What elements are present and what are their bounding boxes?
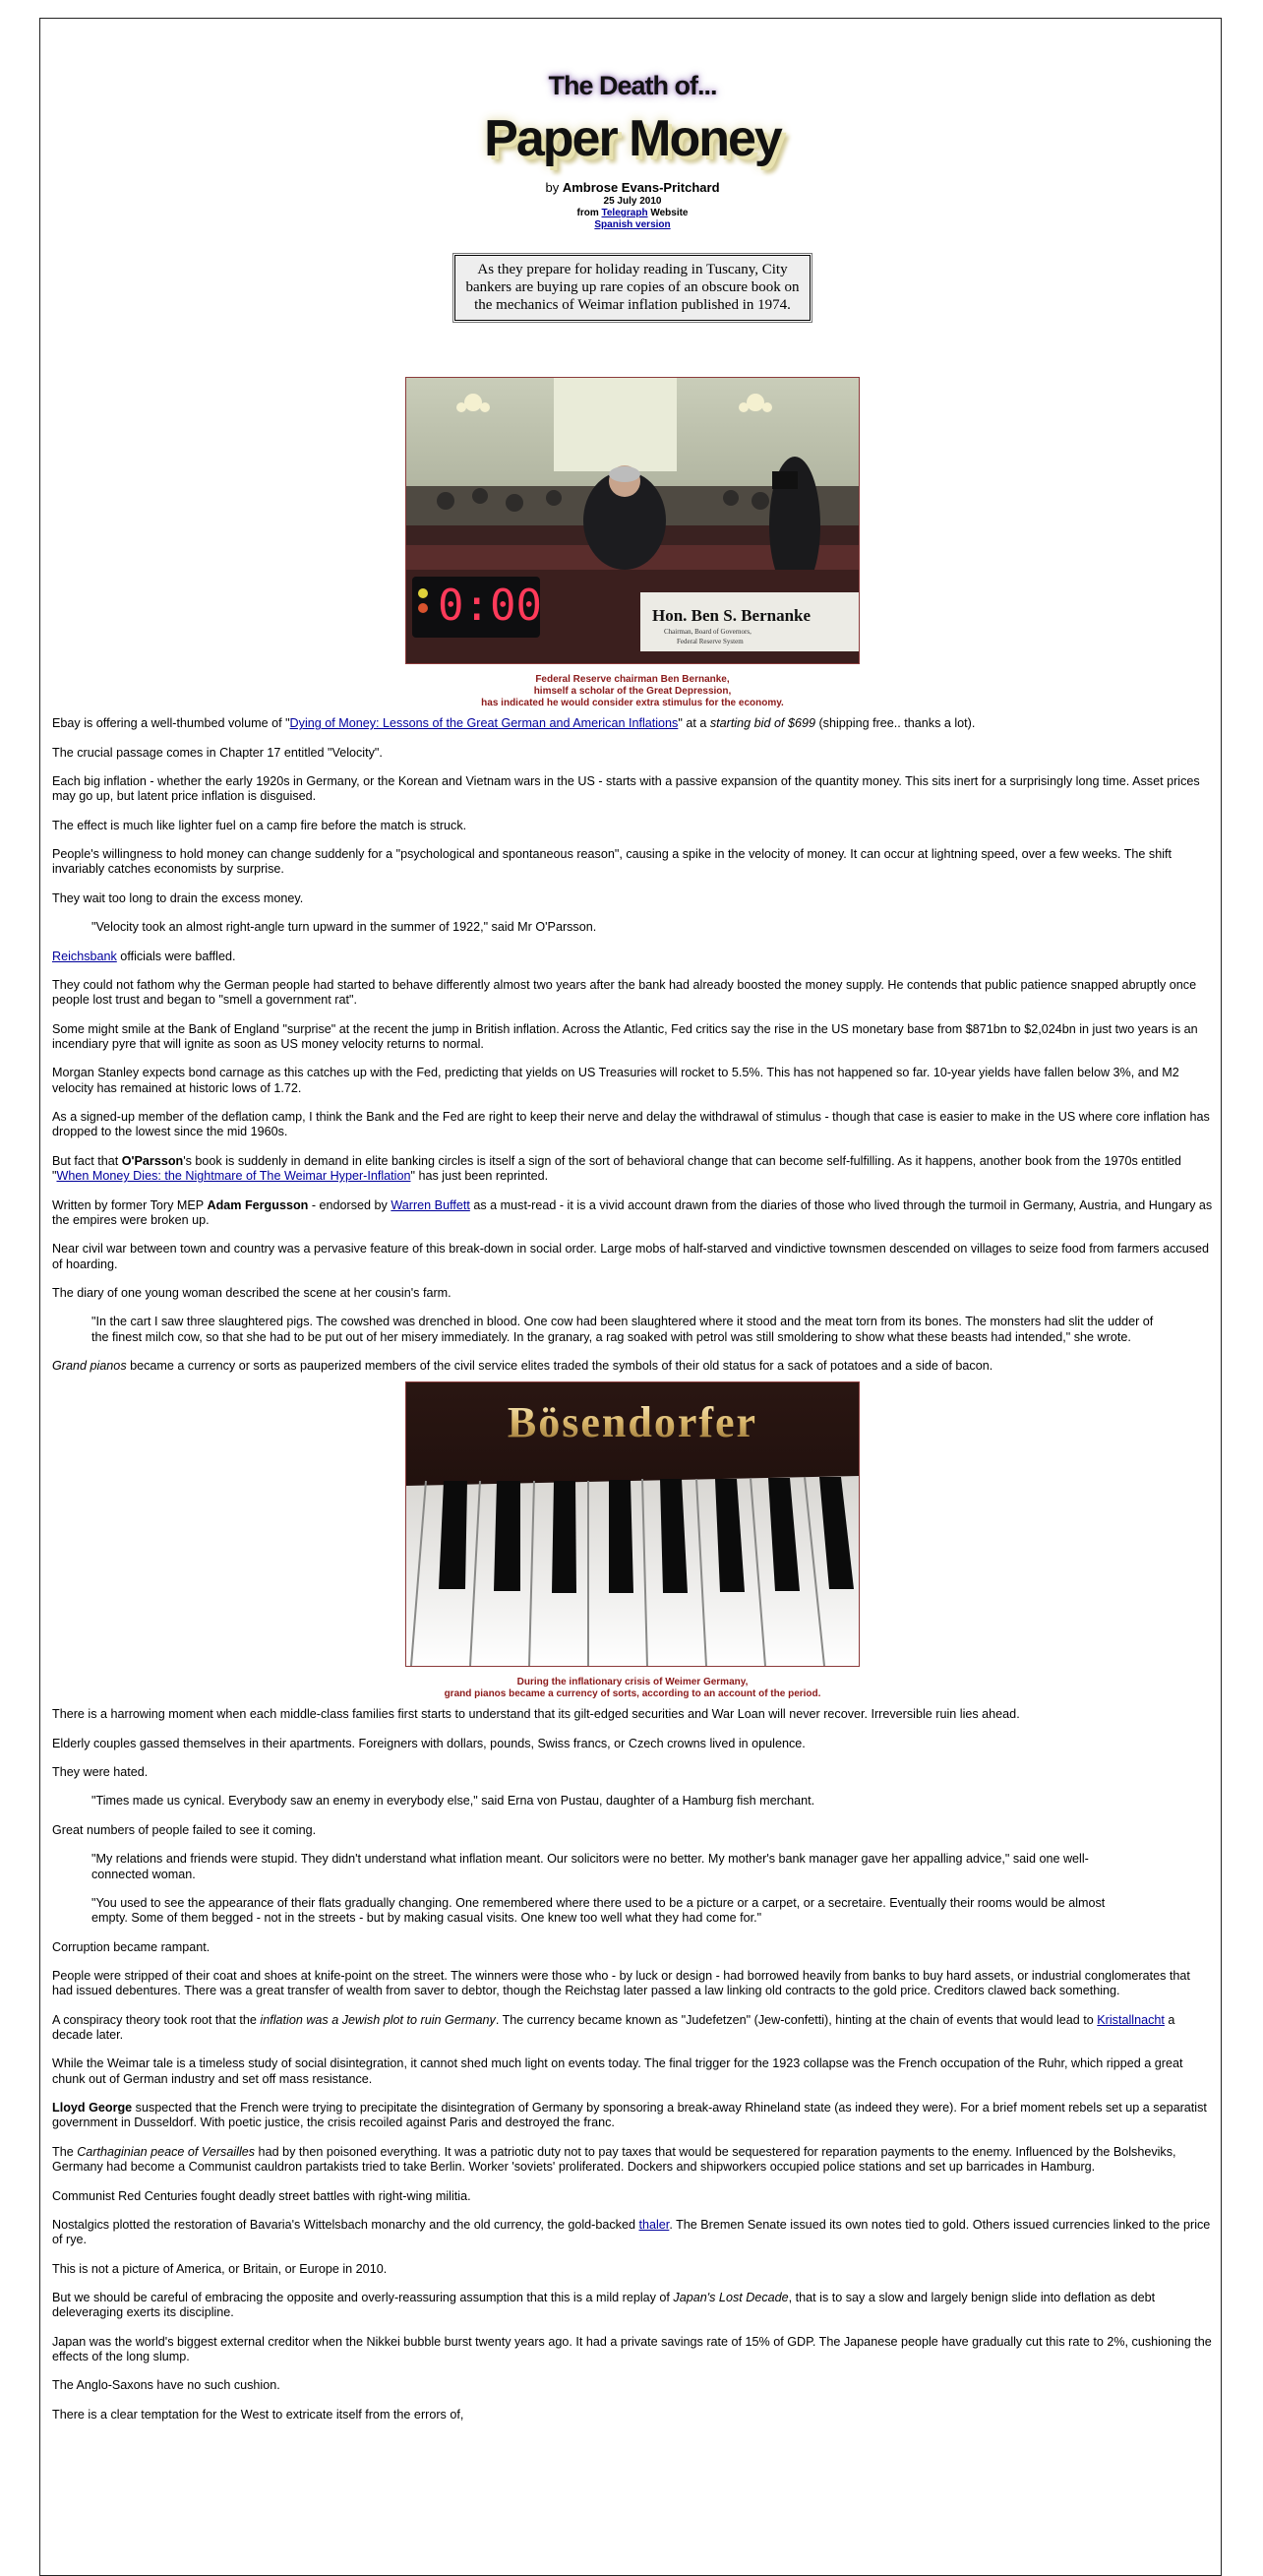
paragraph: But fact that O'Parsson's book is suddenly in demand in elite banking circles is itself a sign of the sort of behavioral change that can become self-fulfilling. As it happens, another book from the 1970s entitled "When Money Dies: the Nightmare of The Weimar Hyper-Inflation" has just been reprinted. bbox=[52, 1153, 1181, 1184]
paragraph: Lloyd George suspected that the French were trying to precipitate the disintegration of Germany by sponsoring a break-away Rhineland state (as indeed they were). For a brief moment rebels set up a separatist government in Dusseldorf. With poetic justice, the crisis recoiled against Paris and destroyed the franc. bbox=[52, 2101, 1207, 2130]
caption-line: During the inflationary crisis of Weimer Germany, bbox=[516, 1677, 749, 1688]
paragraph: Grand pianos became a currency or sorts as pauperized members of the civil service elites traded the symbols of their old status for a sack of potatoes and a side of bacon. bbox=[52, 1359, 993, 1374]
paragraph: There is a harrowing moment when each middle-class families first starts to understand that its gilt-edged securities and War Loan will never recover. Irreversible ruin lies ahead. bbox=[52, 1707, 1020, 1722]
paragraph: Japan was the world's biggest external creditor when the Nikkei bubble burst twenty years ago. It had a private savings rate of 15% of GDP. The Japanese people have gradually cut this rate to 2%, cushioning the effects of the long slump. bbox=[52, 2334, 1212, 2364]
nameplate-line2: Federal Reserve System bbox=[677, 638, 744, 646]
title-paper-money: Paper Money bbox=[484, 110, 781, 167]
article-body-continued bbox=[52, 1707, 1213, 2423]
caption-line: Federal Reserve chairman Ben Bernanke, bbox=[535, 674, 730, 686]
byline-prefix: by bbox=[545, 180, 560, 195]
paragraph: As a signed-up member of the deflation camp, I think the Bank and the Fed are right to keep their nerve and delay the withdrawal of stimulus - though that case is easier to make in the US where core inflation has dropped to the lowest since the mid 1960s. bbox=[52, 1110, 1210, 1139]
bosendorfer-caption bbox=[52, 1677, 1213, 1700]
source-suffix: Website bbox=[650, 208, 689, 219]
blockquote: "In the cart I saw three slaughtered pigs. The cowshed was drenched in blood. One cow had been slaughtered where it stood and the meat torn from its bones. The monsters had slit the udder of the finest milch cow, so that she had to be put out of her misery immediately. In the granary, a rag soaked with petrol was still smoldering to show what these beasts had intended," she wrote. bbox=[91, 1315, 1154, 1344]
paragraph: People were stripped of their coat and shoes at knife-point on the street. The winners were those who - by luck or design - had borrowed heavily from banks to buy hard assets, or industrial conglomerates that had issued debentures. There was a great transfer of wealth from saver to debtor, though the Reichstag later passed a law linking old contracts to the gold price. Creditors clawed back something. bbox=[52, 1968, 1190, 1998]
paragraph: This is not a picture of America, or Britain, or Europe in 2010. bbox=[52, 2261, 388, 2276]
paragraph: A conspiracy theory took root that the inflation was a Jewish plot to ruin Germany. The currency became known as "Judefetzen" (Jew-confetti), hinting at the chain of events that would lead to Kristallnacht a decade later. bbox=[52, 2012, 1175, 2043]
kristallnacht-link[interactable]: Kristallnacht bbox=[1097, 2012, 1165, 2027]
article bbox=[52, 71, 1213, 2436]
paragraph: People's willingness to hold money can change suddenly for a "psychological and spontaneous reason", causing a spike in the velocity of money. It can occur at lightning speed, over a few weeks. The shift invariably catches economists by surprise. bbox=[52, 847, 1172, 877]
telegraph-link[interactable]: Telegraph bbox=[601, 208, 648, 219]
spanish-version-link[interactable]: Spanish version bbox=[594, 219, 671, 231]
paragraph: Each big inflation - whether the early 1920s in Germany, or the Korean and Vietnam wars in the US - starts with a passive expansion of the quantity money. This sits inert for a surprisingly long time. Asset prices may go up, but latent price inflation is disguised. bbox=[52, 774, 1200, 804]
blockquote: "My relations and friends were stupid. They didn't understand what inflation meant. Our solicitors were no better. My mother's bank manager gave her appalling advice," said one well-connected woman. bbox=[91, 1852, 1089, 1881]
paragraph: Reichsbank officials were baffled. bbox=[52, 949, 236, 963]
paragraph: The diary of one young woman described the scene at her cousin's farm. bbox=[52, 1285, 451, 1300]
paragraph: They could not fathom why the German people had started to behave differently almost two years after the bank had already boosted the money supply. He contends that public patience snapped abruptly once people lost trust and began to "smell a government rat". bbox=[52, 977, 1197, 1008]
paragraph: But we should be careful of embracing the opposite and overly-reassuring assumption that this is a mild replay of Japan's Lost Decade, that is to say a slow and largely benign slide into deflation as debt deleveraging exerts its discipline. bbox=[52, 2291, 1156, 2320]
nameplate-line1: Chairman, Board of Governors, bbox=[664, 628, 752, 637]
paragraph: Ebay is offering a well-thumbed volume of "Dying of Money: Lessons of the Great German and American Inflations" at a starting bid of $699 (shipping free.. thanks a lot). bbox=[52, 716, 976, 731]
paragraph: Elderly couples gassed themselves in their apartments. Foreigners with dollars, pounds, Swiss francs, or Czech crowns lived in opulence. bbox=[52, 1736, 806, 1750]
paragraph: The Anglo-Saxons have no such cushion. bbox=[52, 2378, 280, 2393]
paragraph: Nostalgics plotted the restoration of Bavaria's Wittelsbach monarchy and the old currency, the gold-backed thaler. The Bremen Senate issued its own notes tied to gold. Others issued currencies linked to the price of rye. bbox=[52, 2217, 1211, 2247]
caption-line: grand pianos became a currency of sorts, according to an account of the period. bbox=[444, 1688, 821, 1700]
source-line bbox=[52, 208, 1213, 219]
paragraph: They were hated. bbox=[52, 1765, 149, 1780]
paragraph: The Carthaginian peace of Versailles had by then poisoned everything. It was a patriotic duty not to pay taxes that would be sequestered for reparation payments to the enemy. Influenced by the Bolsheviks, Germany had become a Communist cauldron partakists tried to take Berlin. Worker 'soviets' proliferated. Dockers and shipworkers occupied police stations and set up barricades in Hamburg. bbox=[52, 2144, 1176, 2175]
paragraph: Near civil war between town and country was a pervasive feature of this break-down in social order. Large mobs of half-starved and vindictive townsmen descended on villages to seize food from farmers accused of hoarding. bbox=[52, 1242, 1210, 1271]
paragraph: Communist Red Centuries fought deadly street battles with right-wing militia. bbox=[52, 2188, 471, 2203]
nameplate-name: Hon. Ben S. Bernanke bbox=[652, 606, 812, 626]
paragraph: While the Weimar tale is a timeless study of social disintegration, it cannot shed much light on events today. The final trigger for the 1923 collapse was the French occupation of the Ruhr, which ripped a great chunk out of German industry and set off mass resistance. bbox=[52, 2056, 1183, 2086]
when-money-dies-link[interactable]: When Money Dies: the Nightmare of The Weimar Hyper-Inflation bbox=[56, 1169, 411, 1184]
summary-box: As they prepare for holiday reading in Tuscany, City bankers are buying up rare copies of an obscure book on the mechanics of Weimar inflation published in 1974. bbox=[454, 255, 811, 321]
publish-date: 25 July 2010 bbox=[603, 196, 662, 208]
paragraph: The effect is much like lighter fuel on a camp fire before the match is struck. bbox=[52, 818, 467, 832]
paragraph: Written by former Tory MEP Adam Fergusson - endorsed by Warren Buffett as a must-read - it is a vivid account drawn from the diaries of those who lived through the turmoil in Germany, Austria, and Hungary as the empires were broken up. bbox=[52, 1197, 1213, 1227]
blockquote: "Velocity took an almost right-angle turn upward in the summer of 1922," said Mr O'Parsson. bbox=[91, 920, 597, 935]
caption-line: himself a scholar of the Great Depression, bbox=[533, 686, 732, 698]
author-name: Ambrose Evans-Pritchard bbox=[562, 180, 720, 195]
title-the-death-of: The Death of... bbox=[548, 71, 717, 100]
hearing-clock: 0:00 bbox=[438, 581, 542, 632]
reichsbank-link[interactable]: Reichsbank bbox=[52, 949, 117, 963]
bosendorfer-logo: Bösendorfer bbox=[507, 1398, 758, 1447]
paragraph: They wait too long to drain the excess money. bbox=[52, 890, 304, 905]
caption-line: has indicated he would consider extra stimulus for the economy. bbox=[481, 698, 784, 709]
warren-buffett-link[interactable]: Warren Buffett bbox=[391, 1197, 470, 1212]
bosendorfer-photo bbox=[405, 1381, 860, 1667]
paragraph: Corruption became rampant. bbox=[52, 1939, 210, 1954]
article-body bbox=[52, 716, 1213, 1374]
byline bbox=[52, 180, 1213, 196]
blockquote: "Times made us cynical. Everybody saw an enemy in everybody else," said Erna von Pustau, daughter of a Hamburg fish merchant. bbox=[91, 1794, 815, 1809]
thaler-link[interactable]: thaler bbox=[638, 2217, 670, 2232]
paragraph: The crucial passage comes in Chapter 17 entitled "Velocity". bbox=[52, 745, 383, 760]
paragraph: Some might smile at the Bank of England "surprise" at the recent the jump in British inflation. Across the Atlantic, Fed critics say the rise in the US monetary base from $871bn to $2,024bn in just two years is an incendiary pyre that will ignite as soon as US money velocity returns to normal. bbox=[52, 1021, 1198, 1051]
paragraph: Great numbers of people failed to see it coming. bbox=[52, 1822, 317, 1837]
bernanke-photo bbox=[405, 377, 860, 664]
dying-of-money-link[interactable]: Dying of Money: Lessons of the Great German and American Inflations bbox=[289, 716, 679, 731]
paragraph: Morgan Stanley expects bond carnage as this catches up with the Fed, predicting that yields on US Treasuries will rocket to 5.5%. This has not happened so far. 10-year yields have fallen below 3%, and M2 velocity has remained at historic lows of 1.72. bbox=[52, 1066, 1179, 1095]
bernanke-caption bbox=[52, 674, 1213, 709]
source-prefix: from bbox=[576, 208, 599, 219]
blockquote: "You used to see the appearance of their flats gradually changing. One remembered where there used to be a picture or a carpet, or a secretaire. Eventually their rooms would be almost empty. Some of them begged - not in the streets - but by making casual visits. One knew too well what they had come for." bbox=[91, 1895, 1106, 1926]
paragraph: There is a clear temptation for the West to extricate itself from the errors of, bbox=[52, 2407, 464, 2422]
